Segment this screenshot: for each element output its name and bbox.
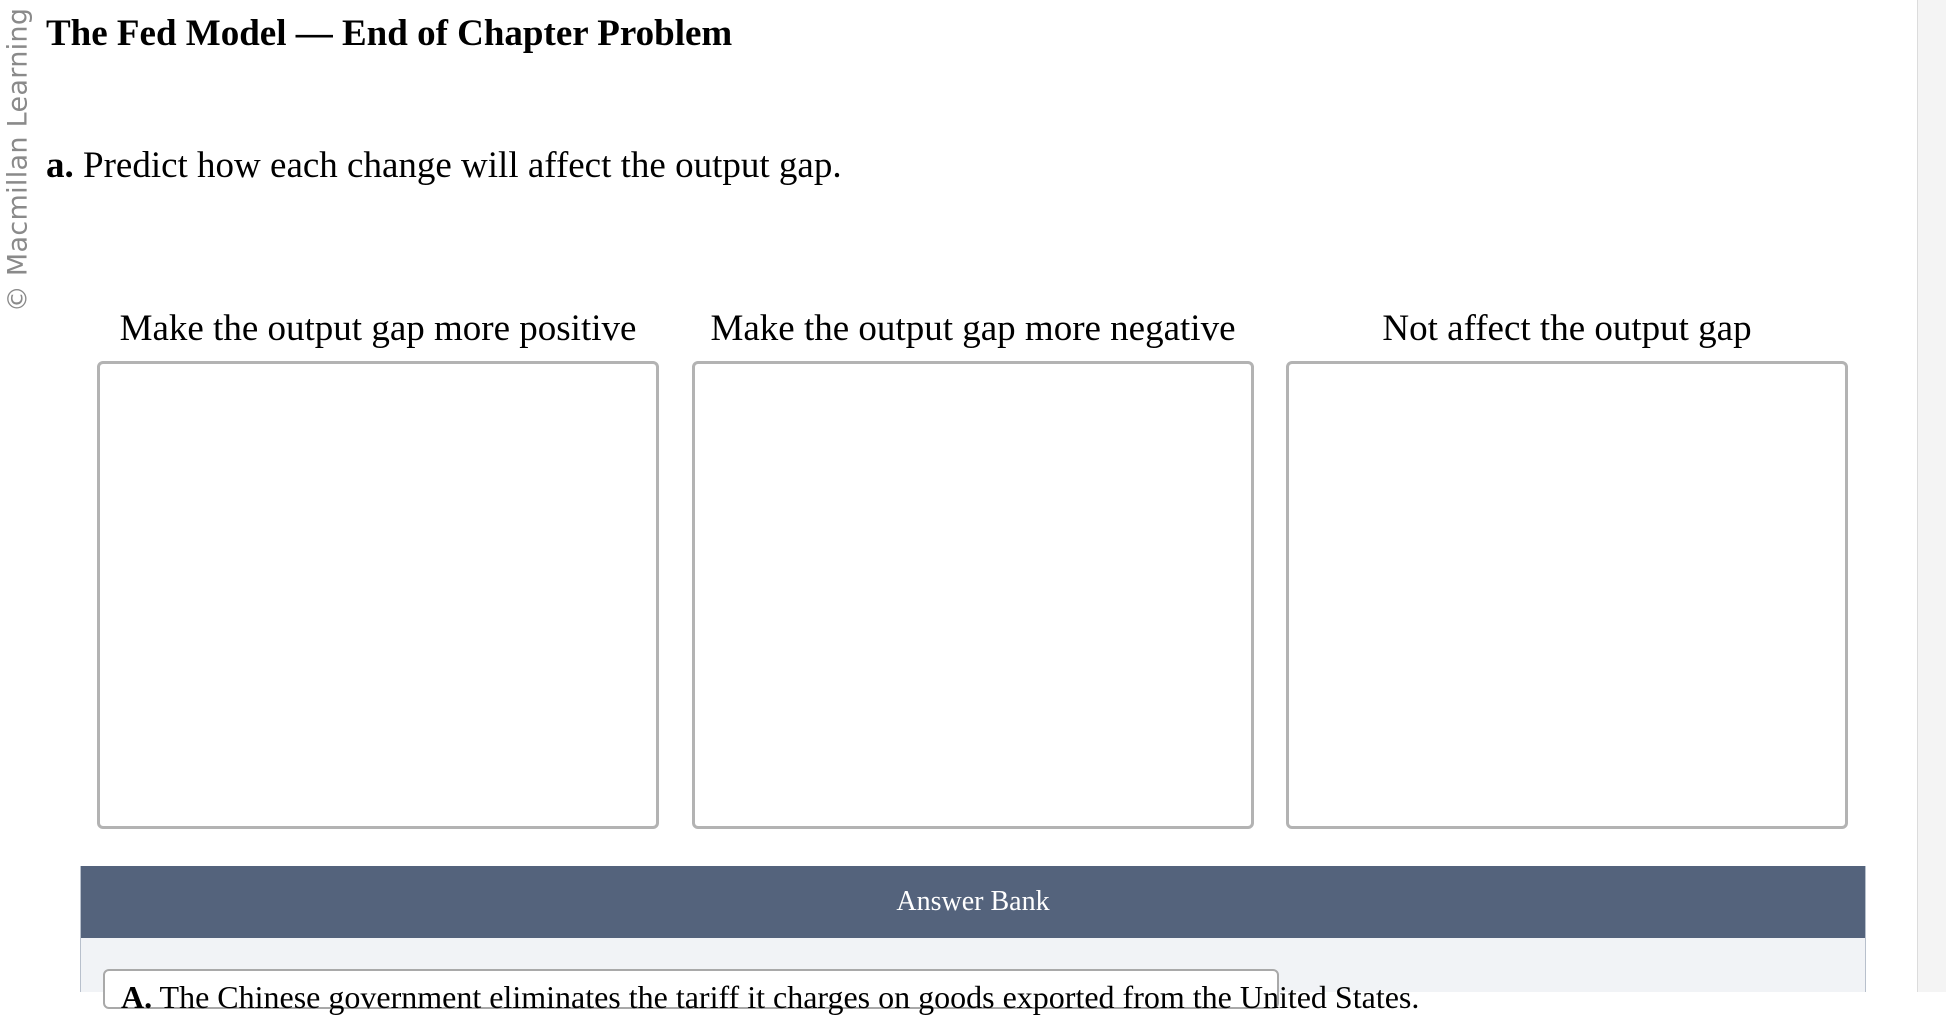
category-title: Make the output gap more negative	[710, 308, 1236, 349]
drop-zone-more-negative[interactable]	[692, 361, 1254, 829]
category-title: Make the output gap more positive	[119, 308, 637, 349]
answer-bank	[80, 866, 1866, 1015]
copyright-text: © Macmillan Learning	[2, 7, 34, 313]
answer-item-a[interactable]	[103, 969, 1420, 1015]
category-no-effect	[1286, 305, 1848, 829]
answer-item-text: The Chinese government eliminates the tariff it charges on goods exported from the United States.	[152, 979, 1420, 1015]
copyright-watermark	[0, 0, 38, 320]
page-title: The Fed Model — End of Chapter Problem	[46, 13, 733, 54]
question-part-label: a.	[46, 145, 74, 186]
category-title: Not affect the output gap	[1382, 308, 1752, 349]
category-more-negative	[692, 305, 1254, 829]
question-prompt	[46, 142, 842, 190]
page-scrollbar[interactable]	[1917, 0, 1946, 992]
drop-zone-more-positive[interactable]	[97, 361, 659, 829]
answer-bank-header: Answer Bank	[81, 866, 1865, 938]
category-more-positive	[97, 305, 659, 829]
drop-zone-no-effect[interactable]	[1286, 361, 1848, 829]
answer-item-label: A.	[121, 979, 153, 1015]
question-text: Predict how each change will affect the output gap.	[73, 145, 842, 186]
